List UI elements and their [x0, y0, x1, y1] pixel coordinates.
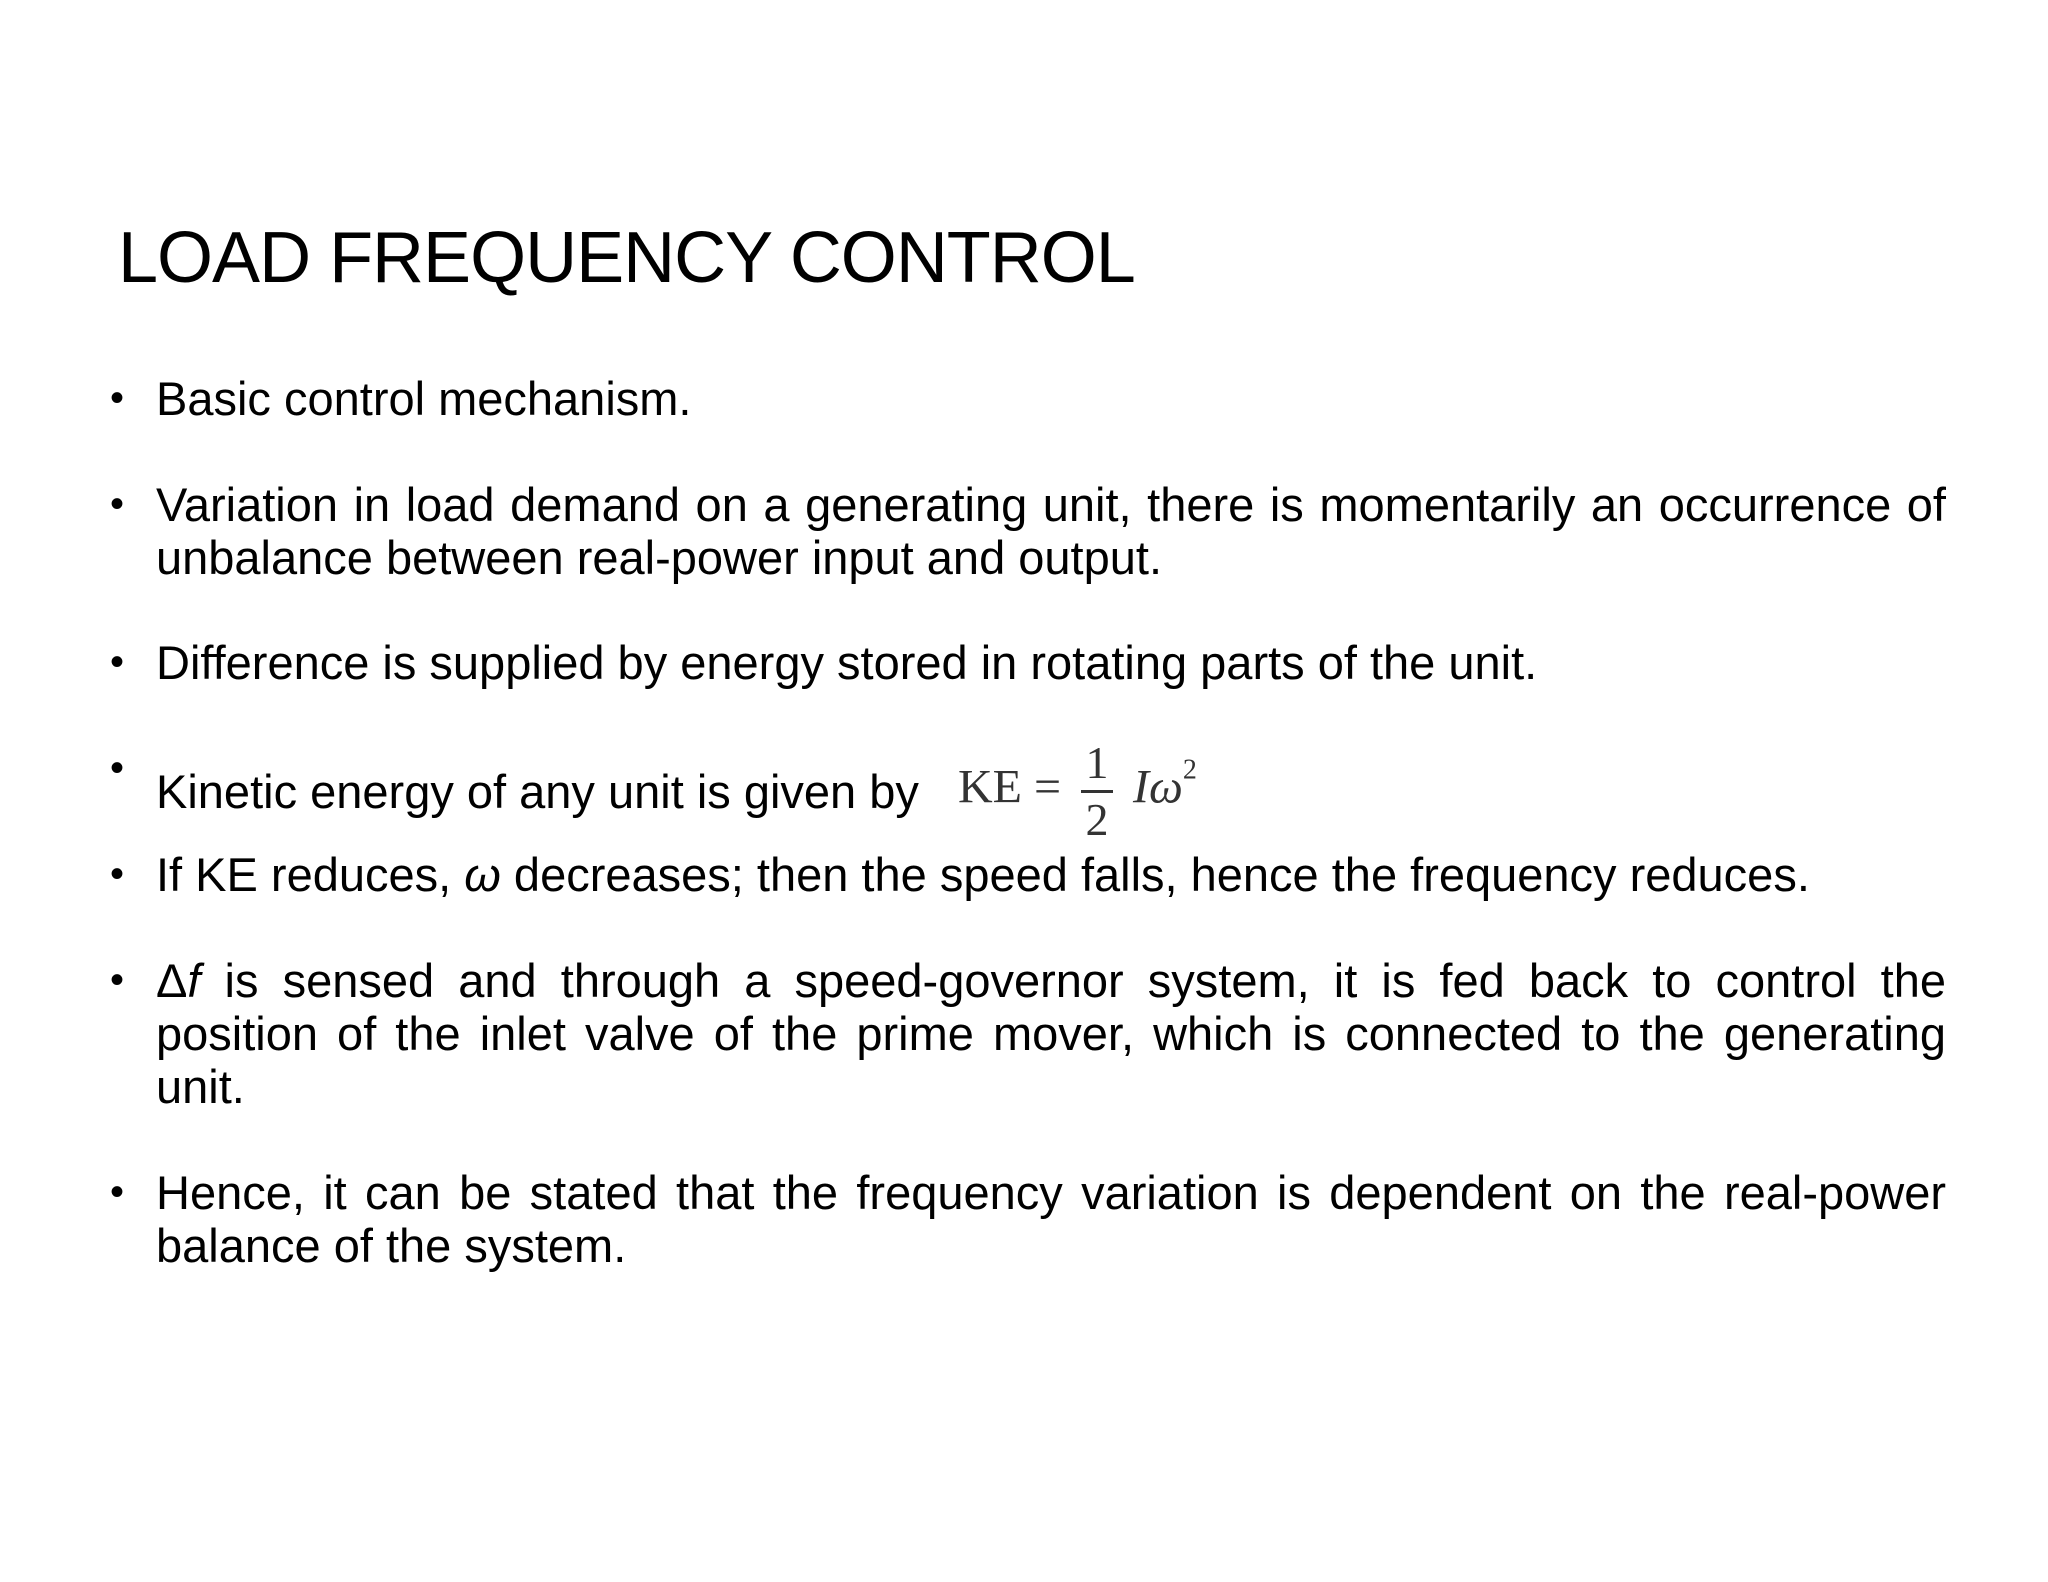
kinetic-energy-formula: [958, 738, 1197, 845]
delta-symbol: Δ: [156, 954, 188, 1007]
formula-equals: =: [1033, 760, 1062, 814]
bullet-difference-supplied: [110, 636, 1946, 689]
bullet-text-post: decreases; then the speed falls, hence the frequency reduces.: [500, 848, 1810, 901]
bullet-text: Hence, it can be stated that the frequency variation is dependent on the real-power balance of the system.: [156, 1166, 1946, 1272]
bullet-text: Kinetic energy of any unit is given by: [156, 764, 919, 818]
bullet-basic-control: [110, 372, 1946, 425]
bullet-ke-reduces: [110, 848, 1946, 901]
bullet-hence-stated: [110, 1166, 1946, 1272]
bullet-variation-in-load: [110, 478, 1946, 584]
formula-exponent: 2: [1182, 754, 1197, 786]
bullet-dot: •: [110, 852, 125, 896]
formula-lhs: KE: [957, 760, 1022, 814]
omega-symbol: ω: [464, 848, 501, 901]
bullet-text-pre: If KE reduces,: [156, 848, 465, 901]
formula-fraction: [1081, 738, 1113, 845]
bullet-text-post: is sensed and through a speed-governor system, it is fed back to control the position of the inlet valve of the prime mover, which is connected to the generating unit.: [156, 954, 1946, 1113]
bullet-text-line: [156, 848, 1946, 901]
bullet-text-line: [156, 737, 1946, 849]
bullet-dot: •: [110, 482, 125, 526]
bullet-delta-f-sensed: [110, 954, 1946, 1113]
formula-term: Iω: [1133, 760, 1183, 814]
f-symbol: f: [187, 954, 201, 1007]
bullet-text: Variation in load demand on a generating unit, there is momentarily an occurrence of unbalance between real-power input and output.: [156, 478, 1946, 584]
fraction-numerator: 1: [1085, 737, 1109, 788]
bullet-kinetic-energy: [110, 737, 1946, 849]
bullet-text: Difference is supplied by energy stored in rotating parts of the unit.: [156, 636, 1538, 689]
slide-title: LOAD FREQUENCY CONTROL: [118, 218, 1135, 298]
bullet-text-block: [156, 954, 1946, 1113]
bullet-dot: •: [110, 1170, 125, 1214]
bullet-dot: •: [110, 746, 125, 790]
fraction-denominator: 2: [1085, 794, 1109, 845]
bullet-dot: •: [110, 376, 125, 420]
bullet-text: Basic control mechanism.: [156, 372, 692, 425]
bullet-dot: •: [110, 640, 125, 684]
fraction-bar: [1081, 790, 1113, 793]
bullet-dot: •: [110, 958, 125, 1002]
